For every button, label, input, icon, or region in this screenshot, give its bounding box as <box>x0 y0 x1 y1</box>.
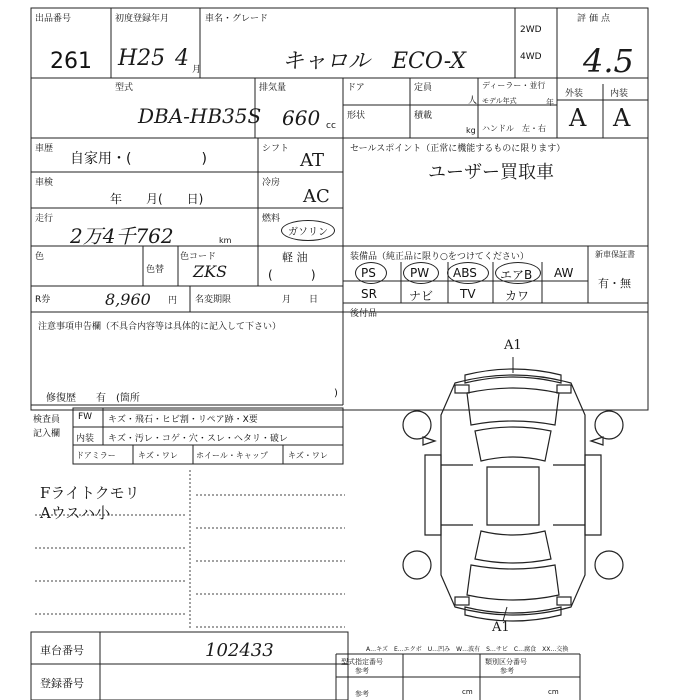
fuel-value-circled: ガソリン <box>281 220 335 241</box>
ac-value: AC <box>303 186 330 207</box>
interior-label: 内装 <box>610 89 629 99</box>
mileage-label: 走行 <box>35 214 54 224</box>
first-registration-label: 初度登録年月 <box>115 14 170 24</box>
wheel-label: ホイール・キャップ <box>196 451 268 460</box>
new-car-warranty-label: 新車保証書 <box>595 250 635 259</box>
equipment-label: 装備品（純正品に限り○をつけてください） <box>350 252 529 262</box>
mirror-items: キズ・ワレ <box>138 451 178 460</box>
equip-abs: ABS <box>453 266 477 280</box>
displacement-unit: cc <box>326 121 336 131</box>
shift-label: シフト <box>262 144 290 154</box>
type-label: 型式 <box>115 83 134 93</box>
equip-aw: AW <box>554 266 574 280</box>
lot-number: 261 <box>50 49 92 74</box>
model-type: DBA-HB35S <box>138 104 262 128</box>
equip-navi: ナビ <box>409 289 434 303</box>
recycle-label: R券 <box>35 295 51 305</box>
model-cert-label: 型式指定番号 <box>341 658 383 666</box>
light-oil-label: 軽 油 <box>282 251 308 264</box>
drive-4wd: 4WD <box>520 52 542 62</box>
name-change-value: 月 日 <box>282 295 319 305</box>
inspector-label-1: 検査員 <box>33 415 61 425</box>
recycle-value: 8,960 <box>105 290 151 309</box>
drive-2wd: 2WD <box>520 25 542 35</box>
mileage-value: 2万4千762 <box>70 224 174 248</box>
fw-items: キズ・飛石・ヒビ割・リペア跡・X要 <box>108 415 258 425</box>
color-label: 色 <box>35 252 45 262</box>
load-unit: kg <box>466 126 476 135</box>
notes-label: 注意事項申告欄（不具合内容等は具体的に記入して下さい） <box>38 322 282 332</box>
wheel-items: キズ・ワレ <box>288 451 328 460</box>
equip-pw: PW <box>410 266 430 280</box>
ref-label-1: 参考 <box>355 667 369 675</box>
vehicle-use: 自家用・( ) <box>70 151 207 167</box>
interior-grade: A <box>613 104 631 132</box>
new-car-warranty-value: 有・無 <box>598 277 631 290</box>
first-registration-year: H25 <box>118 46 166 71</box>
equip-airbag: エアB <box>500 268 533 282</box>
equip-airbag-circle <box>495 262 541 284</box>
ref-label-2: 参考 <box>500 667 514 675</box>
chassis-number: 102433 <box>205 640 274 661</box>
equip-tv: TV <box>460 287 476 301</box>
vehicle-use-label: 車歴 <box>35 144 54 154</box>
capacity-label: 定員 <box>414 83 433 93</box>
model-grade-label: 車名・グレード <box>205 14 269 24</box>
sales-point-label: セールスポイント（正常に機能するものに限ります） <box>350 144 566 154</box>
equip-abs-circle <box>447 262 489 284</box>
name-change-label: 名変期限 <box>195 295 232 305</box>
fuel-label: 燃料 <box>262 214 281 224</box>
cm-unit-2: cm <box>548 688 559 696</box>
repair-history-close: ) <box>334 388 338 399</box>
model-grade: キャロル ECO-X <box>282 49 467 74</box>
auction-score: 4.5 <box>583 42 634 80</box>
mileage-unit: km <box>219 236 232 245</box>
dealer-label: ディーラー・並行 <box>482 81 546 90</box>
inspection-value: 年 月( 日) <box>110 192 204 206</box>
equip-leather: カワ <box>505 289 530 303</box>
equip-sr: SR <box>361 287 377 301</box>
month-suffix: 月 <box>192 65 202 75</box>
light-oil-parens: ( ) <box>268 268 316 282</box>
score-label: 評価点 <box>577 14 614 24</box>
cm-unit-1: cm <box>462 688 473 696</box>
class-number-label: 類別区分番号 <box>485 658 527 666</box>
equip-pw-circle <box>403 262 439 284</box>
equip-ps: PS <box>361 266 376 280</box>
inspector-label-2: 記入欄 <box>33 429 61 439</box>
aftermarket-label: 後付品 <box>350 309 378 319</box>
ac-label: 冷房 <box>262 178 281 188</box>
car-damage-diagram <box>395 345 630 640</box>
color-code-label: 色コード <box>180 252 217 262</box>
remark-line-2: Aウスハ小 <box>40 504 111 522</box>
inspection-label: 車検 <box>35 178 54 188</box>
lot-number-label: 出品番号 <box>35 14 72 24</box>
fw-label: FW <box>78 412 93 422</box>
color-code: ZKS <box>193 262 228 281</box>
exterior-label: 外装 <box>565 89 584 99</box>
capacity-unit: 人 <box>468 96 478 106</box>
color-change-label: 色替 <box>146 265 165 275</box>
remark-line-1: Fライトクモリ <box>40 484 140 502</box>
mirror-label: ドアミラー <box>76 451 116 460</box>
exterior-grade: A <box>569 104 587 132</box>
model-year-unit: 年 <box>546 98 554 107</box>
repair-history-label: 修復歴 有 (箇所 <box>46 393 140 404</box>
rear-damage-mark: A1 <box>492 620 510 635</box>
equip-ps-circle <box>355 262 387 284</box>
displacement-label: 排気量 <box>259 83 287 93</box>
handle-label: ハンドル 左・右 <box>482 124 546 133</box>
load-label: 積載 <box>414 111 433 121</box>
displacement: 660 <box>282 106 321 130</box>
interior-check-items: キズ・汚レ・コゲ・穴・スレ・ヘタリ・破レ <box>108 434 288 444</box>
sales-point-value: ユーザー買取車 <box>428 162 554 183</box>
ref-label-3: 参考 <box>355 690 369 698</box>
damage-legend: A…キズ E…エクボ U…凹み W…波有 S…サビ C…腐食 XX…交換 <box>366 646 569 653</box>
chassis-label: 車台番号 <box>40 644 84 657</box>
door-label: ドア <box>347 83 365 93</box>
front-damage-mark: A1 <box>504 338 522 353</box>
recycle-unit: 円 <box>168 296 178 306</box>
shift-value: AT <box>300 150 325 171</box>
model-year-label: モデル年式 <box>482 97 517 105</box>
shape-label: 形状 <box>347 111 366 121</box>
first-registration-month: 4 <box>175 46 189 71</box>
interior-check-label: 内装 <box>76 434 95 444</box>
registration-label: 登録番号 <box>40 677 84 690</box>
